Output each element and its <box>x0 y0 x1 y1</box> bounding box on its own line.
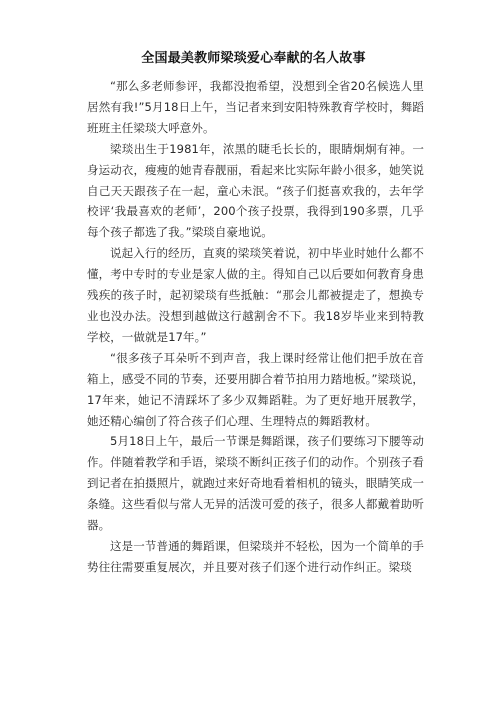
paragraph-4: “很多孩子耳朵听不到声音，我上课时经常让他们把手放在音箱上，感受不同的节奏，还要用脚合着节拍用力踏地板。”梁琰说，17年来，她记不清踩坏了多少双舞蹈鞋。为了更好地开展教学，她还精心编创了符合孩子们心理、生理特点的舞蹈教材。 <box>87 350 424 428</box>
paragraph-5: 5月18日上午，最后一节课是舞蹈课，孩子们要练习下腰等动作。伴随着教学和手语，梁琰不断纠正孩子们的动作。个别孩子看到记者在拍摄照片，就跑过来好奇地看着相机的镜头，眼睛笑成一条缝。这些看似与常人无异的活泼可爱的孩子，很多人都戴着助听器。 <box>87 434 424 533</box>
paragraph-2: 梁琰出生于1981年，浓黑的睫毛长长的，眼睛炯炯有神。一身运动衣，瘦瘦的她青春靓丽，看起来比实际年龄小很多，她笑说自己天天跟孩子在一起，童心未泯。“孩子们挺喜欢我的，去年学校评‘我最喜欢的老师’，200个孩子投票，我得到190多票，几乎每个孩子都选了我。”梁琰自豪地说。 <box>87 141 424 240</box>
paragraph-6: 这是一节普通的舞蹈课，但梁琰并不轻松，因为一个简单的手势往往需要重复展次，并且要对孩子们逐个进行动作纠正。梁琰 <box>87 538 424 574</box>
document-title: 全国最美教师梁琰爱心奉献的名人故事 <box>141 51 366 66</box>
paragraph-3: 说起入行的经历，直爽的梁琰笑着说，初中毕业时她什么都不懂，考中专时的专业是家人做的主。得知自己以后要如何教育身患残疾的孩子时，起初梁琰有些抵触：“那会儿都被提走了，想换专业也没办法。没想到越做这行越割舍不下。我18岁毕业来到特教学校，一做就是17年。” <box>87 246 424 344</box>
paragraph-1: “那么多老师参评，我都没抱希望，没想到全省20名候选人里居然有我!”5月18日上午，当记者来到安阳特殊教育学校时，舞蹈班班主任梁琰大呼意外。 <box>87 79 424 135</box>
